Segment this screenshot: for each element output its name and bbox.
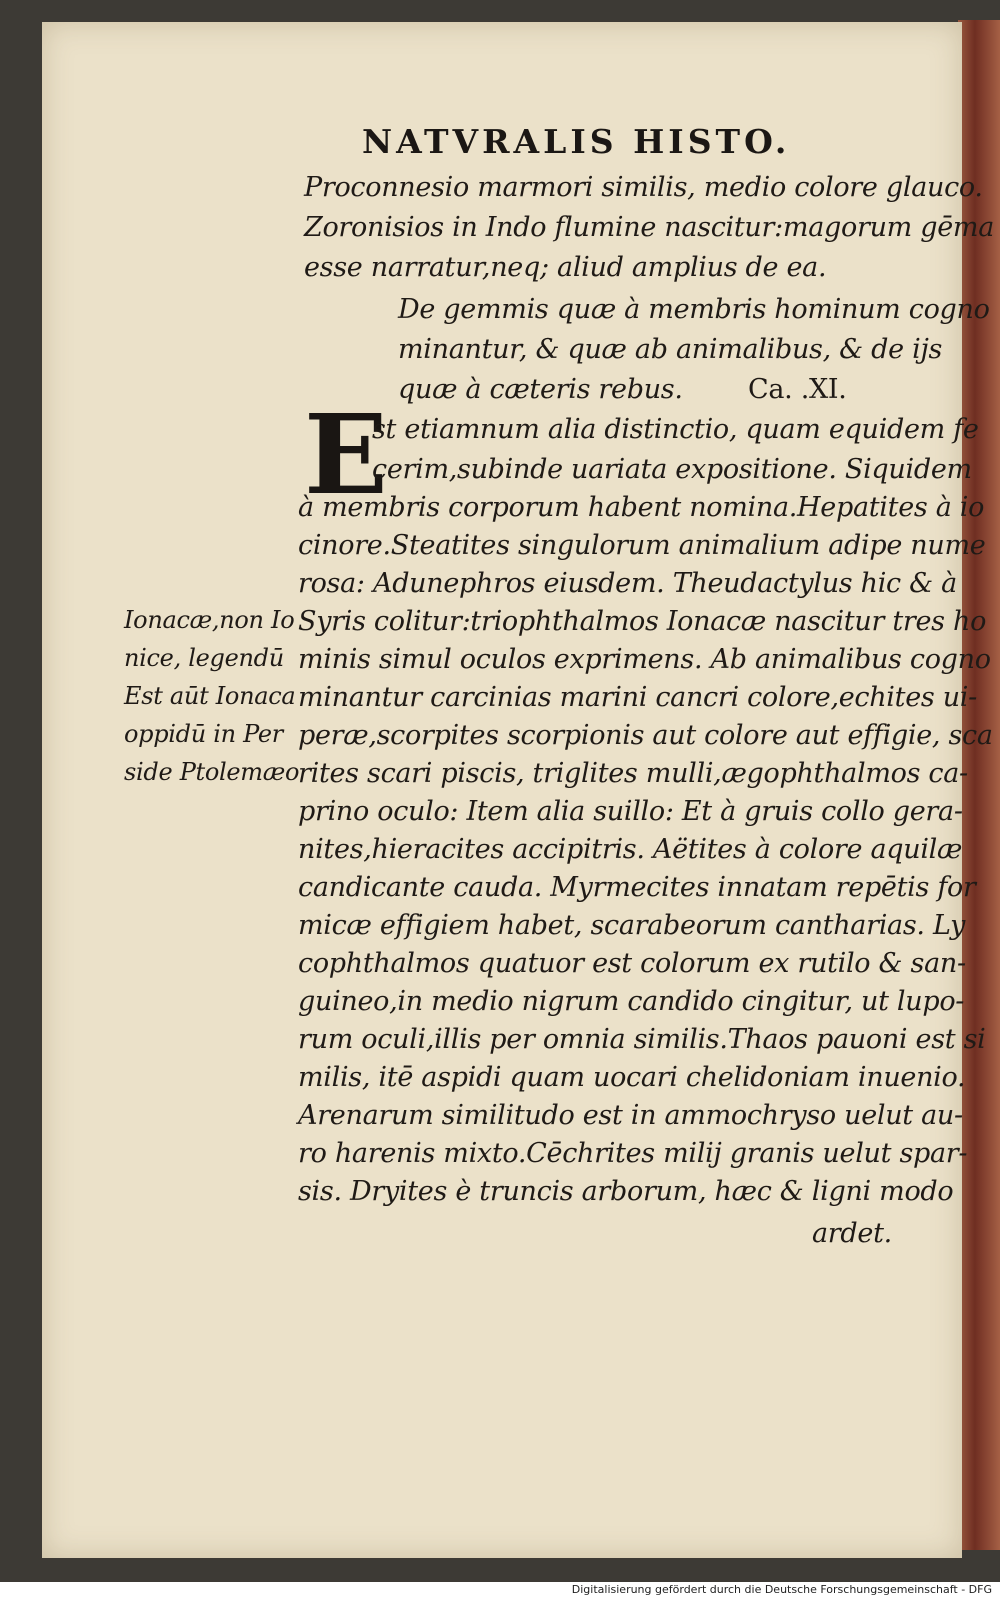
footer-bar <box>0 1582 1000 1600</box>
text-line: Arenarum similitudo est in ammochryso uelut au- <box>298 1100 963 1131</box>
text-line: minantur carcinias marini cancri colore,echites ui- <box>298 682 977 713</box>
text-line: candicante cauda. Myrmecites innatam repētis for <box>298 872 976 903</box>
chapter-title-line: minantur, & quæ ab animalibus, & de ijs <box>398 334 943 365</box>
text-line: minis simul oculos exprimens. Ab animalibus cogno <box>298 644 991 675</box>
text-line: milis, itē aspidi quam uocari chelidoniam inuenio. <box>298 1062 966 1093</box>
text-line: ro harenis mixto.Cēchrites milij granis uelut spar- <box>298 1138 968 1169</box>
chapter-title-line: quæ à cæteris rebus. <box>398 374 683 405</box>
marginal-note-line: Ionacæ,non Io <box>124 606 295 634</box>
text-line: cerim,subinde uariata expositione. Siquidem <box>372 454 972 485</box>
funding-credit: Digitalisierung gefördert durch die Deutsche Forschungsgemeinschaft - DFG <box>571 1583 992 1596</box>
text-line: st etiamnum alia distinctio, quam equidem fe <box>372 414 979 445</box>
text-line: cinore.Steatites singulorum animalium adipe nume <box>298 530 986 561</box>
text-line: nites,hieracites accipitris. Aëtites à colore aquilæ <box>298 834 963 865</box>
marginal-note-line: nice, legendū <box>124 644 284 672</box>
text-line: guineo,in medio nigrum candido cingitur, ut lupo- <box>298 986 965 1017</box>
text-line: prino oculo: Item alia suillo: Et à gruis collo gera- <box>298 796 963 827</box>
text-line: Syris colitur:triophthalmos Ionacæ nascitur tres ho <box>298 606 987 637</box>
marginal-note-line: Est aūt Ionaca <box>124 682 296 710</box>
text-line: Proconnesio marmori similis, medio colore glauco. <box>304 172 983 203</box>
text-line: peræ,scorpites scorpionis aut colore aut effigie, sca <box>298 720 993 751</box>
running-head: NATVRALIS HISTO. <box>362 122 791 161</box>
text-line: sis. Dryites è truncis arborum, hæc & ligni modo <box>298 1176 954 1207</box>
text-line: rosa: Adunephros eiusdem. Theudactylus hic & à <box>298 568 957 599</box>
text-line: rites scari piscis, triglites mulli,ægophthalmos ca- <box>298 758 968 789</box>
chapter-title-line: De gemmis quæ à membris hominum cogno <box>398 294 990 325</box>
text-line: ardet. <box>812 1218 892 1249</box>
marginal-note-line: side Ptolemæo <box>124 758 300 786</box>
marginal-note-line: oppidū in Per <box>124 720 283 748</box>
text-line: micæ effigiem habet, scarabeorum cantharias. Ly <box>298 910 966 941</box>
text-line: cophthalmos quatuor est colorum ex rutilo & san- <box>298 948 966 979</box>
text-line: Zoronisios in Indo flumine nascitur:magorum gēma <box>304 212 994 243</box>
book-page <box>42 22 994 1558</box>
chapter-label: Ca. .XI. <box>748 374 847 405</box>
text-line: rum oculi,illis per omnia similis.Thaos pauoni est si <box>298 1024 986 1055</box>
drop-cap: E <box>304 390 388 519</box>
text-line: à membris corporum habent nomina.Hepatites à io <box>298 492 985 523</box>
text-line: esse narratur,neq; aliud amplius de ea. <box>304 252 827 283</box>
